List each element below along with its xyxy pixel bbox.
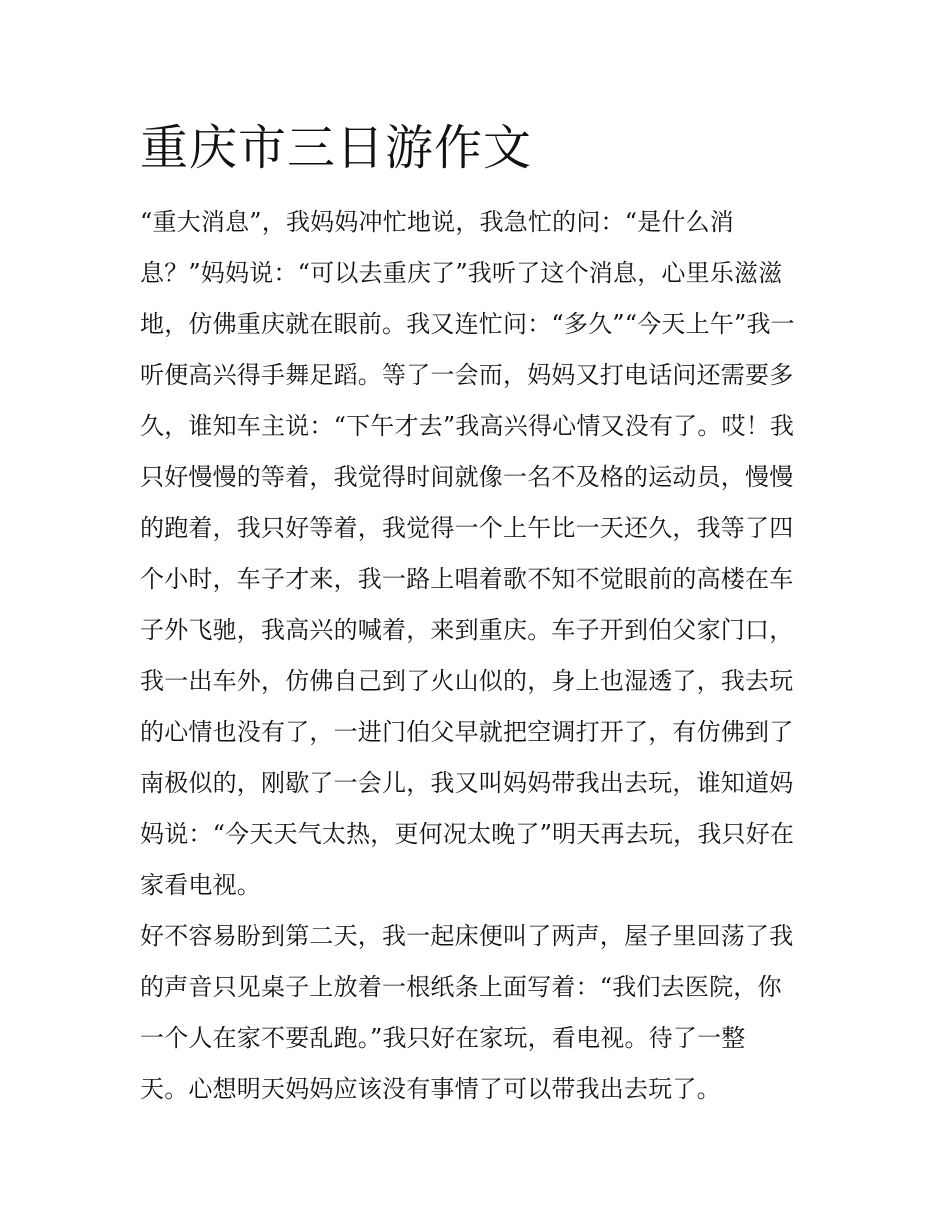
body-line-6: 只好慢慢的等着，我觉得时间就像一名不及格的运动员，慢慢	[140, 463, 794, 491]
body-line-13: 妈说：“今天天气太热，更何况太晚了”明天再去玩，我只好在	[140, 820, 795, 848]
body-line-14: 家看电视。	[140, 871, 261, 899]
body-line-4: 听便高兴得手舞足蹈。等了一会而，妈妈又打电话问还需要多	[140, 361, 794, 389]
body-line-18: 天。心想明天妈妈应该没有事情了可以带我出去玩了。	[140, 1075, 721, 1103]
body-line-9: 子外飞驰，我高兴的喊着，来到重庆。车子开到伯父家门口，	[140, 616, 794, 644]
body-line-12: 南极似的，刚歇了一会儿，我又叫妈妈带我出去玩，谁知道妈	[140, 769, 794, 797]
body-line-10: 我一出车外，仿佛自己到了火山似的，身上也湿透了，我去玩	[140, 667, 794, 695]
body-line-11: 的心情也没有了，一进门伯父早就把空调打开了，有仿佛到了	[140, 718, 794, 746]
body-line-8: 个小时，车子才来，我一路上唱着歌不知不觉眼前的高楼在车	[140, 565, 794, 593]
body-line-2: 息？”妈妈说：“可以去重庆了”我听了这个消息，心里乐滋滋	[140, 259, 783, 287]
body-line-5: 久，谁知车主说：“下午才去”我高兴得心情又没有了。哎！我	[140, 412, 795, 440]
body-line-1: “重大消息”，我妈妈冲忙地说，我急忙的问：“是什么消	[140, 208, 735, 236]
page-title: 重庆市三日游作文	[140, 120, 533, 176]
body-line-3: 地，仿佛重庆就在眼前。我又连忙问：“多久”“今天上午”我一	[140, 310, 795, 338]
body-line-15: 好不容易盼到第二天，我一起床便叫了两声，屋子里回荡了我	[140, 922, 794, 950]
body-line-16: 的声音只见桌子上放着一根纸条上面写着：“我们去医院，你	[140, 973, 782, 1001]
body-line-17: 一个人在家不要乱跑。”我只好在家玩，看电视。待了一整	[140, 1024, 746, 1052]
body-line-7: 的跑着，我只好等着，我觉得一个上午比一天还久，我等了四	[140, 514, 794, 542]
